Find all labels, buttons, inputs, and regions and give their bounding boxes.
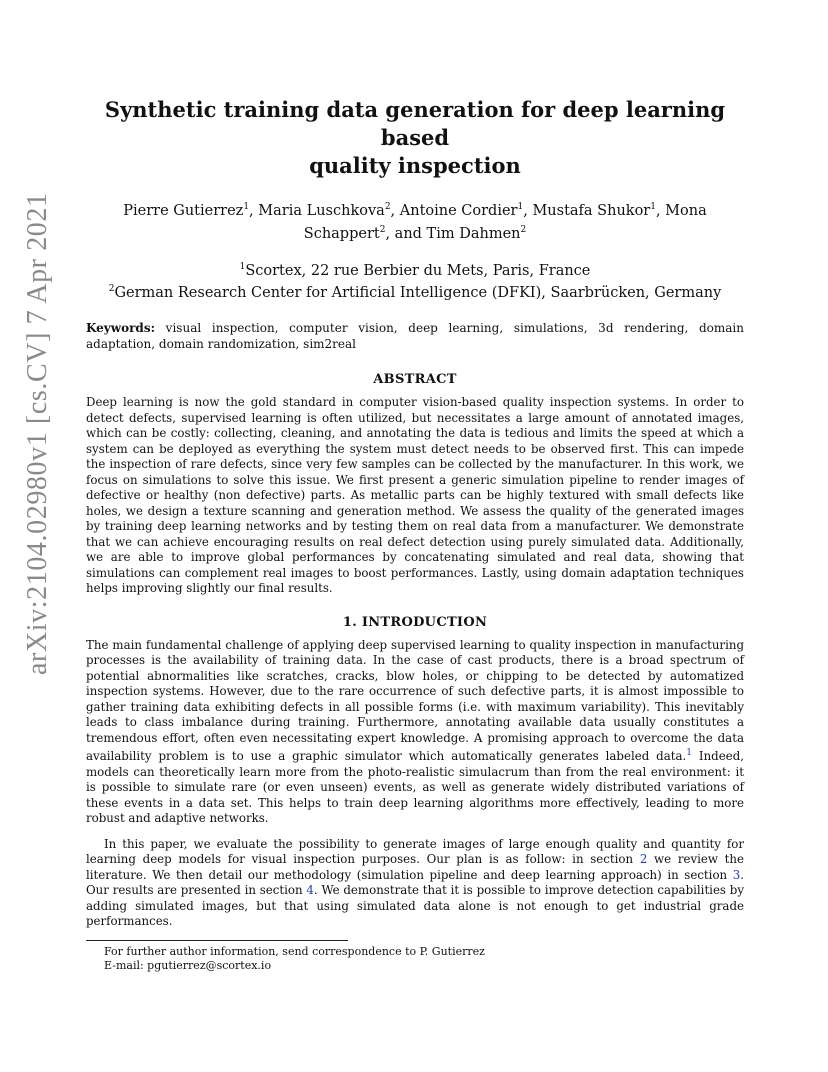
affiliation-text: Scortex, 22 rue Berbier du Mets, Paris, France (245, 262, 591, 279)
paper-page (86, 96, 744, 973)
keywords-label: Keywords: (86, 321, 156, 336)
intro-p2-text: . Our results are presented in section (86, 867, 744, 898)
section-4-link[interactable]: 4 (306, 883, 314, 898)
author-affil-mark: 1 (517, 202, 524, 212)
author-name: , Mustafa Shukor (523, 202, 651, 219)
intro-paragraph-1 (86, 638, 744, 827)
paper-title (86, 96, 744, 180)
footnote-1-link[interactable]: 1 (686, 748, 693, 759)
affiliations (86, 258, 744, 304)
author-name: Pierre Gutierrez (123, 202, 244, 219)
abstract-text: Deep learning is now the gold standard in computer vision-based quality inspection systems. In order to detect defects, supervised learning is often utilized, but necessitates a large amount of annotated images, which can be costly: collecting, cleaning, and annotating the data is tedious and limits the speed at which a system can be deployed as everything the system must detect needs to be observed first. This can impede the inspection of rare defects, since very few samples can be collected by the manufacturer. In this work, we focus on simulations to solve this issue. We first present a generic simulation pipeline to render images of defective or healthy (non defective) parts. As metallic parts can be highly textured with small defects like holes, we design a texture scanning and generation method. We assess the quality of the generated images by training deep learning networks and by testing them on real data from a manufacturer. We demonstrate that we can achieve encouraging results on real defect detection using purely simulated data. Additionally, we are able to improve global performances by concatenating simulated and real data, showing that simulations can complement real images to boost performances. Lastly, using domain adaptation techniques helps improving slightly our final results. (86, 395, 744, 596)
keywords (86, 321, 744, 352)
intro-p1-text: The main fundamental challenge of applying deep supervised learning to quality inspection in manufacturing processes is the availability of training data. In the case of cast products, there is a broad spectrum of potential abnormalities like scratches, cracks, blow holes, or chipping to be detected by automatized inspection systems. However, due to the rare occurrence of such defective parts, it is almost impossible to gather training data exhibiting defects in all possible forms (i.e. with maximum variability). This inevitably leads to class imbalance during training. Furthermore, annotating available data usually constitutes a tremendous effort, often even necessitating expert knowledge. A promising approach to overcome the data availability problem is to use a graphic simulator which automatically generates labeled data. (86, 637, 744, 764)
intro-p1-text-cont: Indeed, models can theoretically learn more from the photo-realistic simulacrum than from the real environment: it is possible to simulate rare (or even unseen) events, as well as generate widely distributed variations of these events in a data set. This helps to train deep learning algorithms more effectively, leading to more robust and adaptive networks. (86, 749, 744, 826)
footnote-email: E-mail: pgutierrez@scortex.io (104, 958, 272, 972)
intro-p2-text: we review the literature. We then detail our methodology (simulation pipeline and deep learning approach) in section (86, 852, 744, 882)
intro-p2-text: In this paper, we evaluate the possibility to generate images of large enough quality and quantity for learning deep models for visual inspection purposes. Our plan is as follow: in section (86, 836, 744, 867)
author-name: , and Tim Dahmen (385, 225, 521, 242)
author-list (86, 198, 744, 244)
author-name: , Maria Luschkova (249, 202, 385, 219)
affiliation-mark: 1 (239, 261, 246, 272)
intro-paragraph-2 (86, 837, 744, 930)
author-name: , Mona Schappert (303, 202, 707, 242)
affiliation-item (86, 258, 744, 281)
intro-p2-text: . We demonstrate that it is possible to improve detection capabilities by adding simulated images, but that using simulated data alone is not enough to get industrial grade performances. (86, 883, 744, 929)
keywords-text: visual inspection, computer vision, deep learning, simulations, 3d rendering, domain adaptation, domain randomization, sim2real (86, 321, 744, 351)
affiliation-text: German Research Center for Artificial Intelligence (DFKI), Saarbrücken, Germany (114, 285, 722, 302)
title-line-1: Synthetic training data generation for deep learning based (104, 97, 726, 150)
affiliation-item (86, 280, 744, 303)
author-affil-mark: 2 (379, 224, 386, 235)
arxiv-identifier-stamp: arXiv:2104.02980v1 [cs.CV] 7 Apr 2021 (22, 192, 53, 675)
footnote-divider (86, 940, 348, 941)
author-affil-mark: 2 (384, 202, 391, 212)
author-affil-mark: 1 (243, 202, 250, 212)
abstract-heading: ABSTRACT (373, 372, 457, 388)
author-affil-mark: 1 (650, 202, 656, 212)
author-affil-mark: 2 (520, 224, 527, 235)
affiliation-mark: 2 (108, 284, 115, 295)
title-line-2: quality inspection (309, 153, 521, 178)
section-2-link[interactable]: 2 (639, 852, 648, 867)
footnote-correspondence: For further author information, send correspondence to P. Gutierrez (104, 944, 485, 958)
author-name: , Antoine Cordier (390, 202, 518, 219)
section-3-link[interactable]: 3 (732, 867, 741, 882)
introduction-heading: 1. INTRODUCTION (342, 614, 488, 630)
